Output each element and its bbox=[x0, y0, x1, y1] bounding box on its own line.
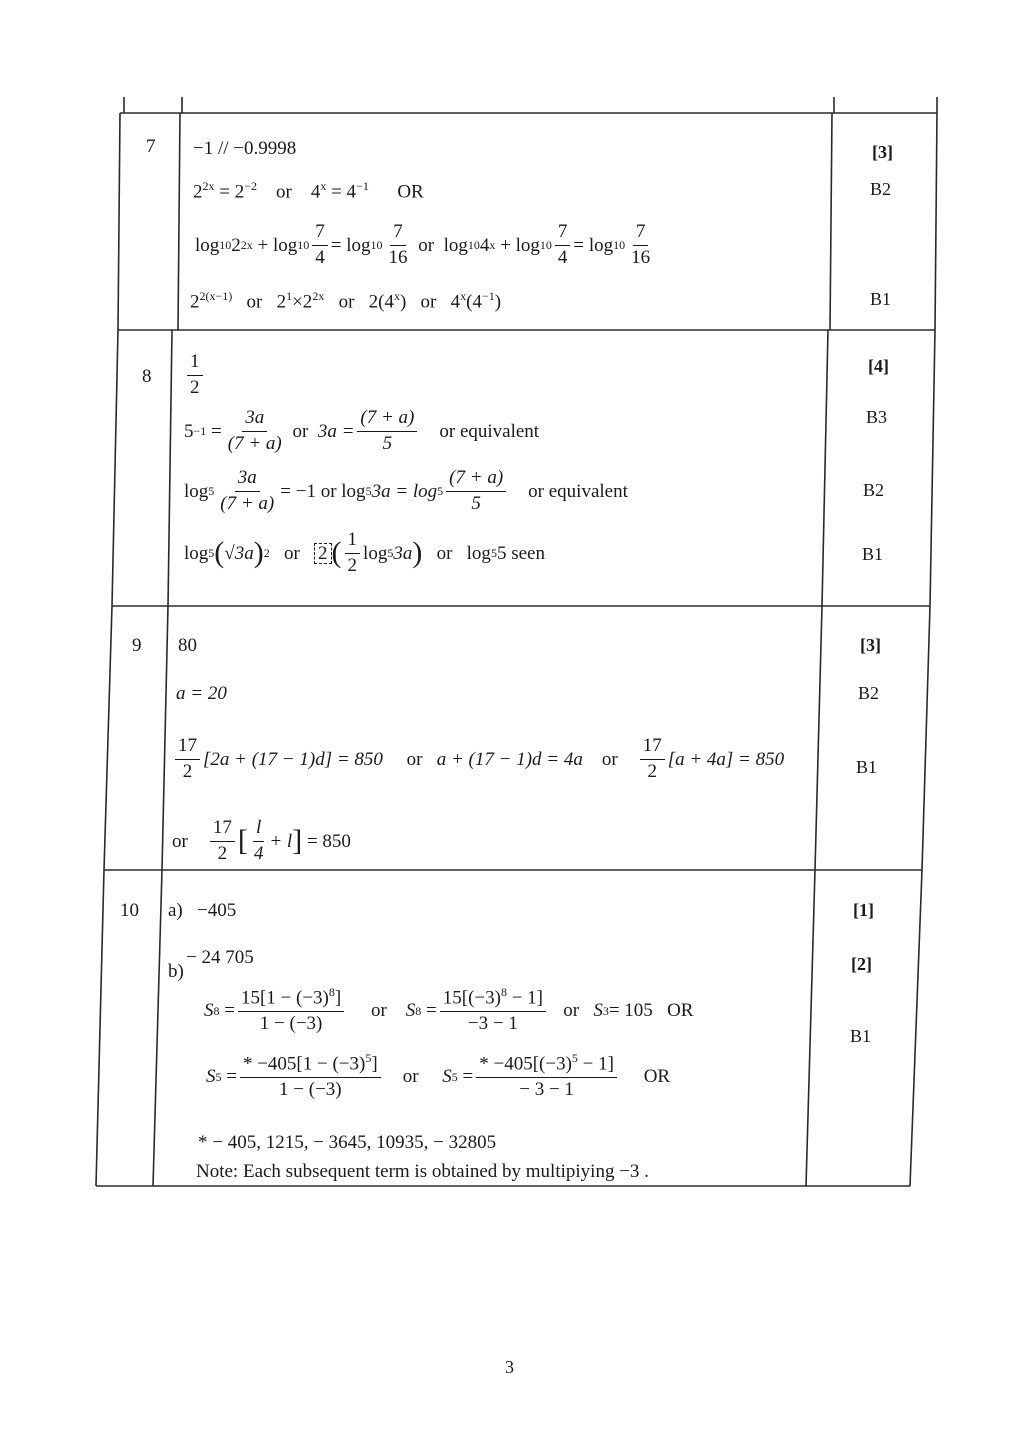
q10-part-b-mark: [2] bbox=[851, 954, 872, 974]
q9-working-line-3: or $\frac{17}{2}$ [ $\frac{l}{4}$ + l ] = 850 bbox=[172, 817, 351, 864]
q10-mark-b1: B1 bbox=[850, 1026, 872, 1046]
q7-mark-b1: B1 bbox=[870, 289, 892, 309]
page-number: 3 bbox=[505, 1357, 514, 1377]
q8-mark-b1: B1 bbox=[862, 544, 884, 564]
q7-working-line-3: $2^{2(x-1)}$ or $2^1\times 2^{2x}$ or 2(4$^x$) or $4^x(4^{-1})$ bbox=[190, 289, 502, 313]
q7-answer: −1 // −0.9998 bbox=[193, 138, 297, 159]
q8-working-line-1: 5 −1 = $\frac{3a}{(7 + a)}$ or 3a = $\frac{(7 + a)}{5}$ or equivalent bbox=[184, 407, 540, 454]
q10-part-a-mark: [1] bbox=[853, 900, 874, 920]
q9-mark-b2: B2 bbox=[858, 683, 880, 703]
q7-total-mark: [3] bbox=[872, 142, 893, 162]
q7-working-line-1: $2^{2x} = 2^{-2}$ or $4^x = 4^{-1}$ OR bbox=[193, 179, 424, 203]
q10-working-line-2: S 5 = $\frac{* -405[1 - (-3)^5]}{1 - (-3)}$ or S 5 = $\frac{* -405[(-3)^5 - 1]}{- 3 - 1}$ OR bbox=[206, 1051, 671, 1101]
q10-part-b-label: b) bbox=[168, 961, 184, 982]
q8-total-mark: [4] bbox=[868, 356, 889, 376]
q8-working-line-3: log 5 ( √3a ) 2 or 2 ( $\frac{1}{2}$ log 5 3a ) or log 5 5 seen bbox=[184, 529, 545, 576]
q8-mark-b3: B3 bbox=[866, 407, 888, 427]
q10-number: 10 bbox=[120, 900, 139, 921]
q10-note: Note: Each subsequent term is obtained by multipiying −3 . bbox=[196, 1161, 649, 1182]
q8-answer: $\frac{1}{2}$ bbox=[184, 352, 206, 399]
q8-number: 8 bbox=[142, 366, 152, 387]
q7-number: 7 bbox=[146, 136, 156, 157]
q9-working-line-1: a = 20 bbox=[176, 683, 227, 704]
q8-working-line-2: log 5 $\frac{3a}{(7 + a)}$ = −1 or log 5 3a = log 5 $\frac{(7 + a)}{5}$ or equivalent bbox=[184, 467, 628, 514]
q9-mark-b1: B1 bbox=[856, 757, 878, 777]
q9-working-line-2: $\frac{17}{2}$ [2a + (17 − 1)d] = 850 or a + (17 − 1)d = 4a or $\frac{17}{2}$ [a + 4a] = 850 bbox=[172, 736, 784, 783]
q10-part-a bbox=[168, 901, 236, 920]
q10-working-line-1: S 8 = $\frac{15[1 - (-3)^8]}{1 - (-3)}$ or S 8 = $\frac{15[(-3)^8 - 1]}{-3 - 1}$ or S 3 = 105 OR bbox=[204, 985, 694, 1035]
q8-mark-b2: B2 bbox=[863, 480, 885, 500]
q10-part-a-label: a) bbox=[168, 900, 183, 921]
q7-working-line-2: log 10 2 2x + log 10 $\frac{7}{4}$ = log 10 $\frac{7}{16}$ or log 10 4 x + log 10 $\frac{7}{4}$ = log 10 $\frac{7}{16}$ bbox=[195, 221, 651, 268]
q10-part-a-answer: −405 bbox=[197, 900, 237, 921]
q10-sequence: * − 405, 1215, − 3645, 10935, − 32805 bbox=[198, 1132, 497, 1153]
q9-total-mark: [3] bbox=[860, 635, 881, 655]
q10-part-b-answer: − 24 705 bbox=[186, 947, 254, 968]
q9-number: 9 bbox=[132, 635, 142, 656]
q7-mark-b2: B2 bbox=[870, 179, 892, 199]
q9-answer: 80 bbox=[178, 635, 197, 656]
